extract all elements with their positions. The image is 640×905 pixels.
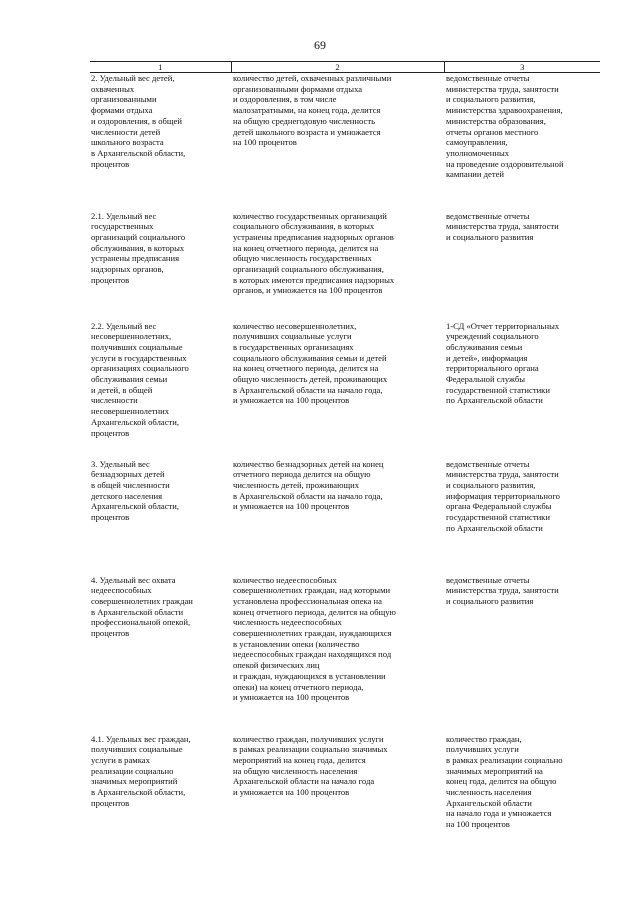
table-row bbox=[90, 575, 600, 734]
method-cell: количество граждан, получивших услуги в рамках реализации социально значимых мероприятий на конец года, делится на общую численность населения Архангельской области на начало года и умножается на 100 процентов bbox=[233, 733, 388, 798]
indicator-cell: 4. Удельный вес охвата недееспособных совершеннолетних граждан в Архангельской области профессиональной опекой, процентов bbox=[91, 574, 193, 639]
method-cell: количество несовершеннолетних, получивших социальные услуги в государственных организациях социального обслуживания семьи и детей на конец отчетного периода, делится на общую численность детей, проживающих в Архангельской области на начало года, и умножается на 100 процентов bbox=[233, 320, 388, 406]
source-cell: ведомственные отчеты министерства труда, занятости и социального развития, министерства здравоохранения, министерства образования, отчеты органов местного самоуправления, уполномоченных на проведение оздоровительной кампании детей bbox=[446, 73, 564, 180]
source-cell: ведомственные отчеты министерства труда, занятости и социального развития bbox=[446, 210, 559, 242]
source-cell: 1-СД «Отчет территориальных учреждений социального обслуживания семьи и детей», информация территориального органа Федеральной службы государственной статистики по Архангельской области bbox=[446, 320, 560, 406]
column-header-2: 2 bbox=[231, 62, 444, 73]
table-row bbox=[90, 73, 600, 211]
column-header-1: 1 bbox=[90, 62, 231, 73]
indicator-cell: 2. Удельный вес детей, охваченных организованными формами отдыха и оздоровления, в общей численности детей школьного возраста в Архангельской области, процентов bbox=[91, 73, 186, 169]
table-header-row bbox=[90, 62, 600, 73]
method-cell: количество безнадзорных детей на конец отчетного периода делится на общую численность детей, проживающих в Архангельской области на начало года, и умножается на 100 процентов bbox=[233, 458, 384, 512]
table-row bbox=[90, 459, 600, 575]
source-cell: количество граждан, получивших услуги в рамках реализации социально значимых мероприятий на конец года, делится на общую численность населения Архангельской области на начало года и умножается на 100 процентов bbox=[446, 733, 563, 830]
page-number: 69 bbox=[314, 38, 326, 52]
table-row bbox=[90, 211, 600, 321]
indicator-cell: 4.1. Удельных вес граждан, получивших социальные услуги в рамках реализации социально значимых мероприятий в Архангельской области, процентов bbox=[91, 733, 191, 808]
indicator-cell: 3. Удельный вес безнадзорных детей в общей численности детского населения Архангельской области, процентов bbox=[91, 458, 180, 523]
column-header-3: 3 bbox=[444, 62, 600, 73]
indicator-cell: 2.1. Удельный вес государственных организаций социального обслуживания, в которых устранены предписания надзорных органов, процентов bbox=[91, 210, 186, 285]
source-cell: ведомственные отчеты министерства труда, занятости и социального развития, информация территориального органа Федеральной службы государственной статистики по Архангельской области bbox=[446, 458, 560, 533]
source-cell: ведомственные отчеты министерства труда, занятости и социального развития bbox=[446, 574, 559, 606]
method-cell: количество недееспособных совершеннолетних граждан, над которыми установлена профессиональная опека на конец отчетного периода, делится на общую численность недееспособных совершеннолетних граждан, нуждающихся в установлении опеки (количество недееспособных граждан находящихся под опекой физических лиц и граждан, нуждающихся в установлении опеки) на конец отчетного периода, и умножается на 100 процентов bbox=[233, 574, 396, 703]
indicator-cell: 2.2. Удельный вес несовершеннолетних, получивших социальные услуги в государственных организациях социального обслуживания семьи и детей, в общей численности несовершеннолетних Архангельской области, процентов bbox=[91, 320, 189, 438]
table-row bbox=[90, 321, 600, 459]
method-cell: количество детей, охваченных различными организованными формами отдыха и оздоровления, в том числе малозатратными, на конец года, делится на общую среднегодовую численность детей школьного возраста и умножается на 100 процентов bbox=[233, 73, 392, 148]
method-cell: количество государственных организаций социального обслуживания, в которых устранены предписания надзорных органов на конец отчетного периода, делится на общую численность государственных организаций социального обслуживания, в которых имеются предписания надзорных органов, и умножается на 100 процентов bbox=[233, 210, 395, 296]
indicators-table bbox=[90, 61, 600, 830]
table-row bbox=[90, 734, 600, 830]
